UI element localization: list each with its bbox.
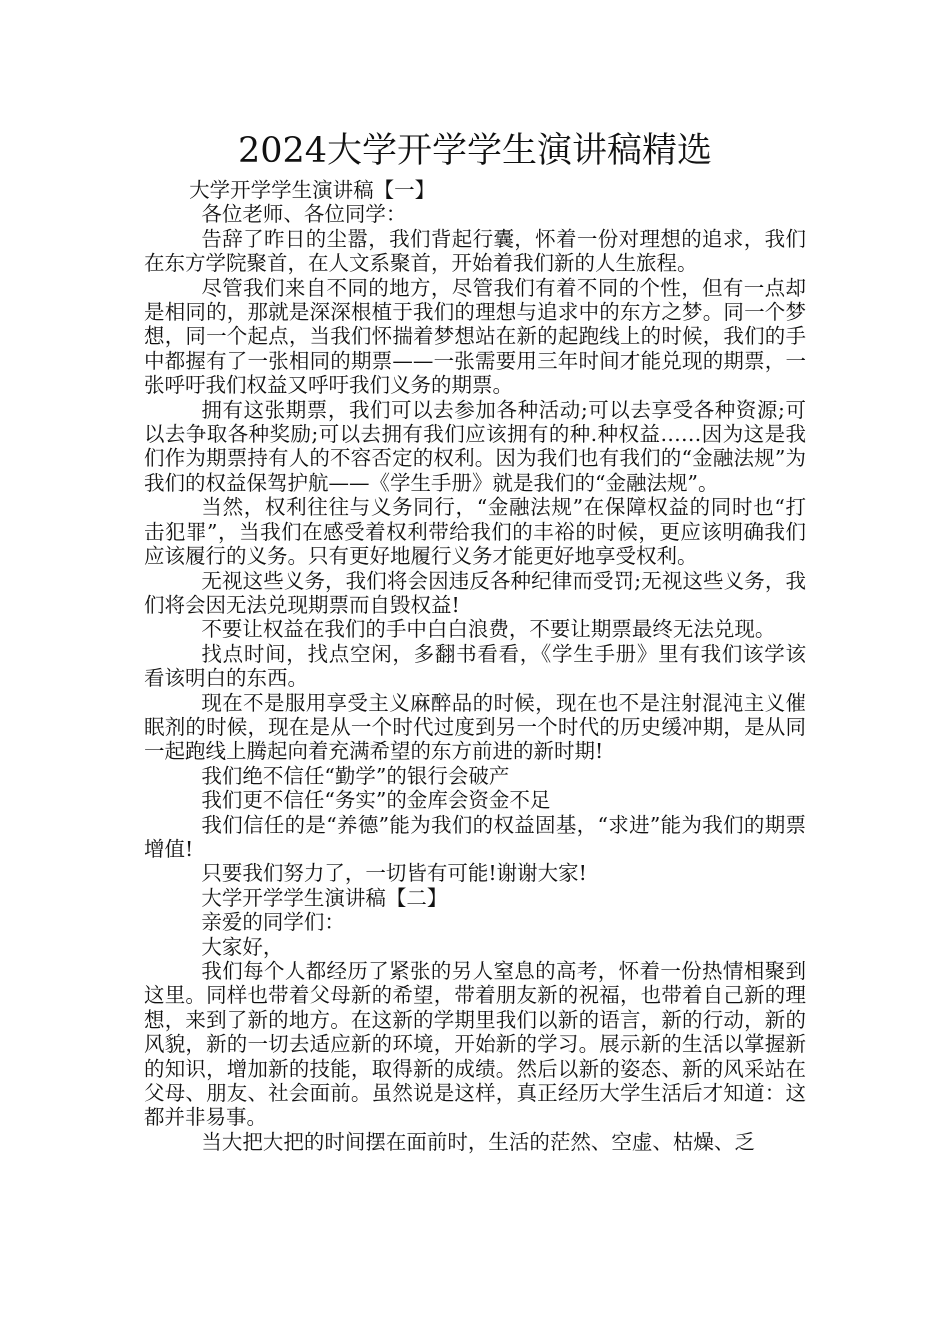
paragraph: 我们信任的是“养德”能为我们的权益固基，“求进”能为我们的期票增值! [144,812,806,861]
paragraph: 尽管我们来自不同的地方，尽管我们有着不同的个性，但有一点却是相同的，那就是深深根植于我们的理想与追求中的东方之梦。同一个梦想，同一个起点，当我们怀揣着梦想站在新的起跑线上的时候，我们的手中都握有了一张相同的期票——一张需要用三年时间才能兑现的期票，一张呼吁我们权益又呼吁我们义务的期票。 [144,275,806,398]
paragraph: 不要让权益在我们的手中白白浪费，不要让期票最终无法兑现。 [201,617,776,642]
paragraph: 我们绝不信任“勤学”的银行会破产 [201,763,510,788]
greeting-one: 各位老师、各位同学： [201,202,407,227]
document-page [144,128,806,1328]
paragraph: 大家好， [201,934,284,959]
paragraph: 当然，权利往往与义务同行，“金融法规”在保障权益的同时也“打击犯罪”，当我们在感受着权利带给我们的丰裕的时候，更应该明确我们应该履行的义务。只有更好地履行义务才能更好地享受权利。 [144,495,806,569]
paragraph: 现在不是服用享受主义麻醉品的时候，现在也不是注射混沌主义催眠剂的时候，现在是从一个时代过度到另一个时代的历史缓冲期，是从同一起跑线上腾起向着充满希望的东方前进的新时期! [144,690,806,764]
paragraph: 告辞了昨日的尘嚣，我们背起行囊，怀着一份对理想的追求，我们在东方学院聚首，在人文系聚首，开始着我们新的人生旅程。 [144,226,806,276]
greeting-two: 亲爱的同学们： [201,910,345,935]
paragraph: 只要我们努力了，一切皆有可能!谢谢大家! [201,861,587,886]
paragraph: 我们每个人都经历了紧张的另人窒息的高考，怀着一份热情相聚到这里。同样也带着父母新的希望，带着朋友新的祝福，也带着自己新的理想，来到了新的地方。在这新的学期里我们以新的语言，新的行动，新的风貌，新的一切去适应新的环境，开始新的学习。展示新的生活以掌握新的知识，增加新的技能，取得新的成绩。然后以新的姿态、新的风采站在父母、朋友、社会面前。虽然说是这样，真正经历大学生活后才知道：这都并非易事。 [144,959,806,1130]
section-heading-two: 大学开学学生演讲稿【二】 [201,885,448,910]
paragraph: 我们更不信任“务实”的金库会资金不足 [201,788,551,813]
document-title: 2024大学开学学生演讲稿精选 [237,131,713,171]
section-heading-one: 大学开学学生演讲稿【一】 [189,178,436,202]
paragraph: 拥有这张期票，我们可以去参加各种活动;可以去享受各种资源;可以去争取各种奖励;可以去拥有我们应该拥有的种.种权益……因为这是我们作为期票持有人的不容否定的权利。因为我们也有我们的“金融法规”为我们的权益保驾护航——《学生手册》就是我们的“金融法规”。 [144,397,806,495]
paragraph: 当大把大把的时间摆在面前时，生活的茫然、空虚、枯燥、乏 [201,1129,755,1154]
paragraph: 找点时间，找点空闲，多翻书看看，《学生手册》里有我们该学该看该明白的东西。 [144,641,806,691]
paragraph: 无视这些义务，我们将会因违反各种纪律而受罚;无视这些义务，我们将会因无法兑现期票而自毁权益! [144,568,806,617]
